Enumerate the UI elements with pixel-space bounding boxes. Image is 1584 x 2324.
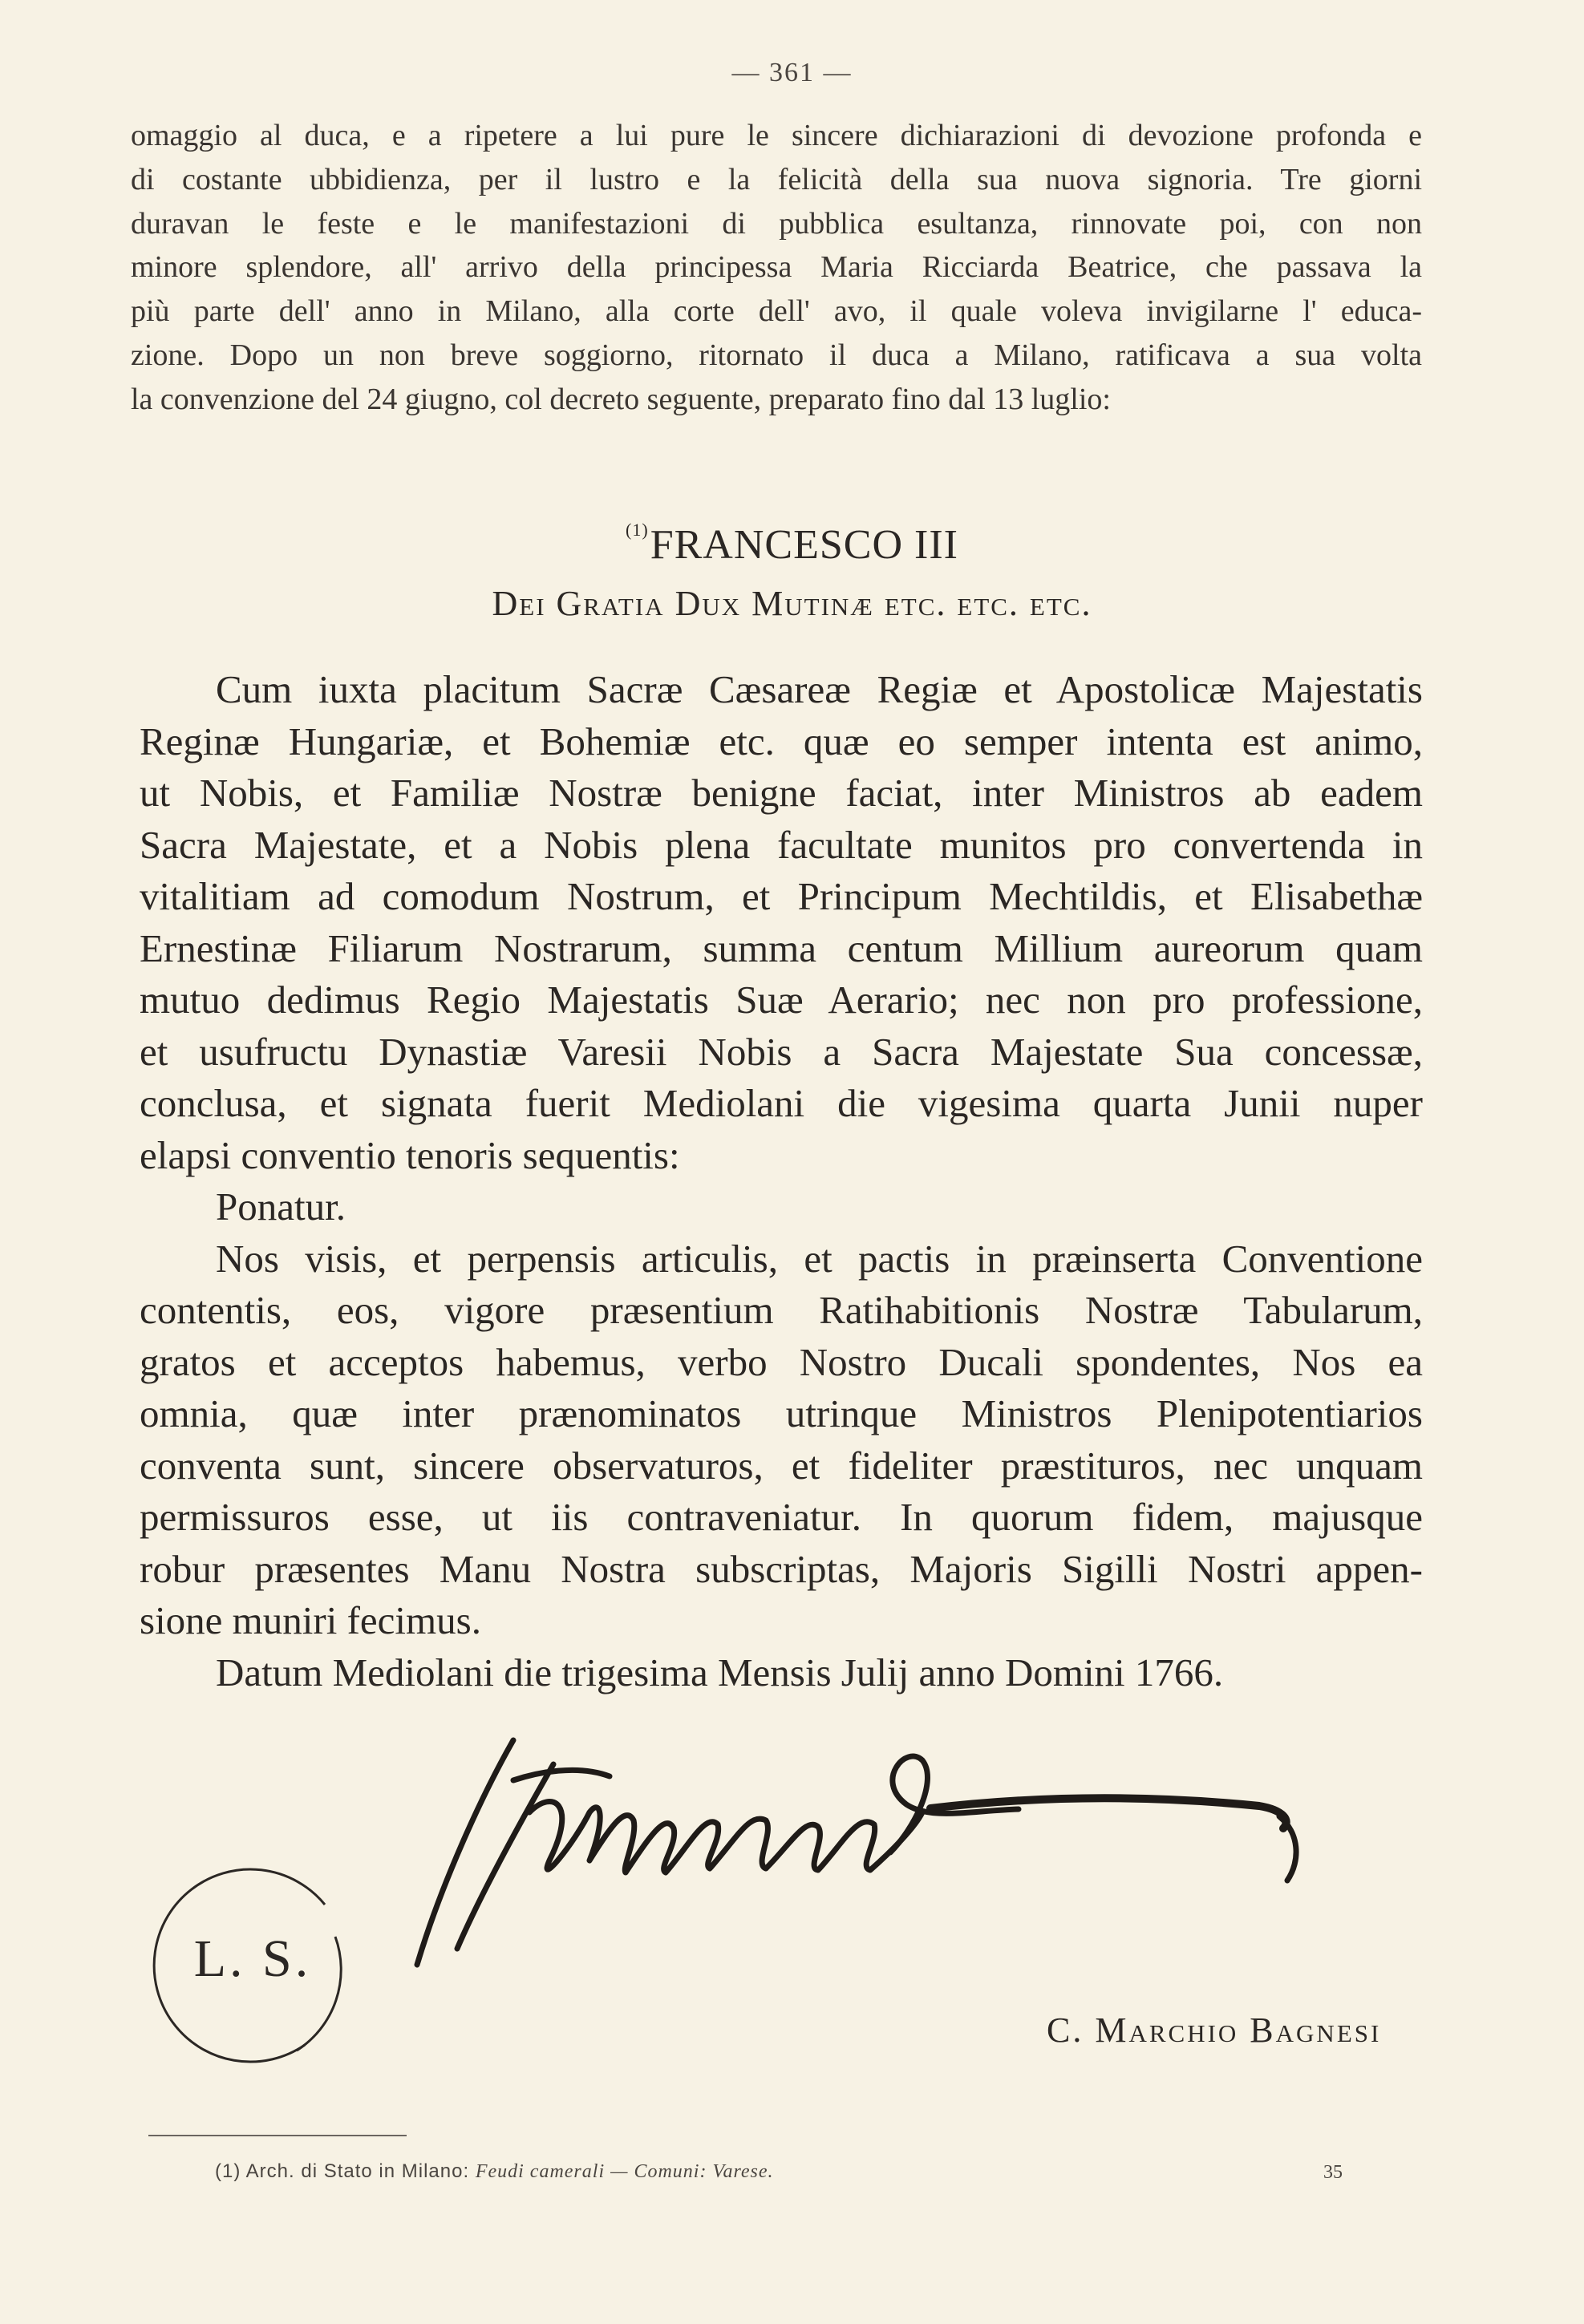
decree-line: omnia, quæ inter prænominatos utrinque Ministros Plenipotentiarios: [140, 1391, 1423, 1435]
decree-line: permissuros esse, ut iis contraveniatur. In quorum fidem, majusque: [140, 1495, 1423, 1539]
signature-mark: 35: [1323, 2162, 1343, 2183]
footnote-rule: [148, 2135, 407, 2136]
decree-title-text: FRANCESCO III: [650, 522, 958, 568]
decree-line: sione muniri fecimus.: [140, 1598, 481, 1642]
seal-text: L. S.: [193, 1929, 312, 1988]
decree-line: Cum iuxta placitum Sacræ Cæsareæ Regiæ et Apostolicæ Majestatis: [216, 667, 1423, 711]
decree-line: gratos et acceptos habemus, verbo Nostro Ducali spondentes, Nos ea: [140, 1339, 1423, 1384]
ponatur-line: Ponatur.: [216, 1184, 346, 1229]
decree-line: Nos visis, et perpensis articulis, et pactis in præinserta Conventione: [216, 1236, 1423, 1281]
signature-image: [409, 1732, 1323, 1973]
intro-line: la convenzione del 24 giugno, col decreto seguente, preparato fino dal 13 luglio:: [131, 382, 1111, 416]
intro-line: omaggio al duca, e a ripetere a lui pure le sincere dichiarazioni di devozione profonda e: [131, 119, 1422, 152]
intro-line: minore splendore, all' arrivo della principessa Maria Ricciarda Beatrice, che passava la: [131, 250, 1422, 285]
intro-line: più parte dell' anno in Milano, alla corte dell' avo, il quale voleva invigilarne l' educa-: [131, 294, 1422, 329]
decree-line: Sacra Majestate, et a Nobis plena facultate munitos pro convertenda in: [140, 822, 1423, 867]
intro-line: duravan le feste e le manifestazioni di pubblica esultanza, rinnovate poi, con non: [131, 206, 1422, 241]
datum-line: Datum Mediolani die trigesima Mensis Julij anno Domini 1766.: [216, 1650, 1224, 1694]
decree-line: contentis, eos, vigore præsentium Ratihabitionis Nostræ Tabularum,: [140, 1288, 1423, 1332]
decree-line: Ernestinæ Filiarum Nostrarum, summa centum Millium aureorum quam: [140, 925, 1423, 970]
footnote: [215, 2160, 774, 2183]
decree-body: [140, 664, 1423, 1698]
footnote-italic: Feudi camerali — Comuni: Varese.: [475, 2161, 774, 2182]
intro-line: zione. Dopo un non breve soggiorno, ritornato il duca a Milano, ratificava a sua volta: [131, 338, 1422, 372]
intro-line: di costante ubbidienza, per il lustro e la felicità della sua nuova signoria. Tre giorni: [131, 162, 1422, 196]
footnote-prefix: (1) Arch. di Stato in Milano:: [215, 2160, 470, 2182]
intro-paragraph: [131, 114, 1422, 422]
footnote-ref: (1): [626, 520, 649, 540]
decree-line: mutuo dedimus Regio Majestatis Suæ Aerario; nec non pro professione,: [140, 978, 1423, 1022]
decree-line: ut Nobis, et Familiæ Nostræ benigne faciat, inter Ministros ab eadem: [140, 771, 1423, 815]
decree-line: et usufructu Dynastiæ Varesii Nobis a Sacra Majestate Sua concessæ,: [140, 1029, 1423, 1074]
decree-line: Reginæ Hungariæ, et Bohemiæ etc. quæ eo semper intenta est animo,: [140, 719, 1423, 763]
decree-subtitle: Dei Gratia Dux Mutinæ etc. etc. etc.: [492, 584, 1092, 623]
page-number: — 361 —: [731, 58, 853, 87]
countersign: C. Marchio Bagnesi: [1047, 2010, 1382, 2050]
decree-line: vitalitiam ad comodum Nostrum, et Principum Mechtildis, et Elisabethæ: [140, 874, 1423, 918]
decree-title: [0, 520, 1584, 569]
decree-line: conventa sunt, sincere observaturos, et fideliter præstituros, nec unquam: [140, 1443, 1423, 1488]
decree-line: elapsi conventio tenoris sequentis:: [140, 1132, 680, 1177]
decree-line: conclusa, et signata fuerit Mediolani die vigesima quarta Junii nuper: [140, 1081, 1423, 1125]
decree-line: robur præsentes Manu Nostra subscriptas, Majoris Sigilli Nostri appen-: [140, 1546, 1423, 1591]
